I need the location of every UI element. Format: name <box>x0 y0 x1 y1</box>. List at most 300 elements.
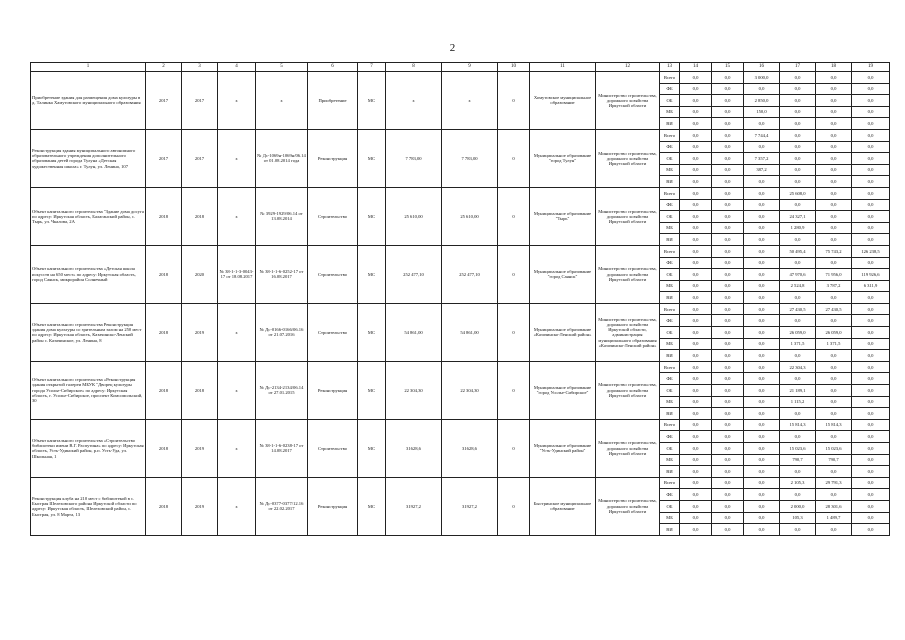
funding-source: ОБ <box>660 211 680 223</box>
funding-source: ВИ <box>660 292 680 304</box>
funding-value: 0,0 <box>852 431 890 443</box>
design-docs: x <box>218 129 256 187</box>
table-row <box>31 303 890 315</box>
design-docs: x <box>218 72 256 130</box>
remaining-cost: 252 477,10 <box>442 245 498 303</box>
funding-value: 0,0 <box>680 141 712 153</box>
funding-value: 0,0 <box>816 129 852 141</box>
funding-source: ОБ <box>660 443 680 455</box>
funding-value: 0,0 <box>780 257 816 269</box>
funding-source: ФБ <box>660 199 680 211</box>
funding-value: 0,0 <box>744 373 780 385</box>
expertise: № 3929-1929/06.14 от 13.08.2014 <box>256 187 308 245</box>
work-type: Реконструкция <box>308 361 358 419</box>
responsible-agency: Министерство строительства, дорожного хозяйства Иркутской области <box>596 187 660 245</box>
work-type: Строительство <box>308 245 358 303</box>
funding-value: 0,0 <box>852 396 890 408</box>
funding-value: 0,0 <box>680 106 712 118</box>
column-header-3: 3 <box>182 63 218 72</box>
completed-share: 0 <box>498 72 530 130</box>
funding-source: ОБ <box>660 95 680 107</box>
funding-value: 0,0 <box>712 280 744 292</box>
funding-value: 22 304,3 <box>780 361 816 373</box>
funding-value: 0,0 <box>852 524 890 536</box>
funding-value: 0,0 <box>680 315 712 327</box>
funding-value: 0,0 <box>744 269 780 281</box>
funding-value: 0,0 <box>852 454 890 466</box>
funding-value: 0,0 <box>816 187 852 199</box>
completed-share: 0 <box>498 129 530 187</box>
funding-source: Всего <box>660 245 680 257</box>
object-name: Реконструкция здания муниципального автономного образовательного учреждения дополнительного образования детей города Тулуна «Детская художественная школа» г. Тулун, ул. Ленина, 107 <box>31 129 146 187</box>
funding-value: 0,0 <box>744 361 780 373</box>
funding-value: 0,0 <box>680 489 712 501</box>
funding-value: 75 743,2 <box>816 245 852 257</box>
funding-value: 0,0 <box>744 489 780 501</box>
column-header-4: 4 <box>218 63 256 72</box>
funding-value: 0,0 <box>816 385 852 397</box>
funding-source: МБ <box>660 280 680 292</box>
work-type: Строительство <box>308 187 358 245</box>
responsible-agency: Министерство строительства, дорожного хозяйства Иркутской области <box>596 477 660 535</box>
customer: МС <box>358 477 386 535</box>
funding-value: 0,0 <box>744 431 780 443</box>
page-number: 2 <box>449 42 456 54</box>
funding-value: 0,0 <box>712 199 744 211</box>
funding-value: 0,0 <box>680 153 712 165</box>
funding-source: ФБ <box>660 141 680 153</box>
funding-value: 0,0 <box>852 419 890 431</box>
funding-value: 0,0 <box>680 164 712 176</box>
funding-value: 0,0 <box>712 385 744 397</box>
funding-value: 0,0 <box>744 303 780 315</box>
funding-value: 27 430,5 <box>816 303 852 315</box>
funding-value: 0,0 <box>680 443 712 455</box>
funding-value: 0,0 <box>680 338 712 350</box>
completed-share: 0 <box>498 245 530 303</box>
funding-value: 0,0 <box>852 95 890 107</box>
funding-value: 0,0 <box>680 280 712 292</box>
end-year: 2019 <box>182 477 218 535</box>
funding-value: 0,0 <box>852 187 890 199</box>
funding-value: 0,0 <box>780 373 816 385</box>
design-docs: x <box>218 361 256 419</box>
funding-source: ВИ <box>660 118 680 130</box>
funding-value: 6 311,9 <box>852 280 890 292</box>
funding-value: 0,0 <box>712 129 744 141</box>
expertise: № Дс-0166-0166/06.16 от 21.07.2016 <box>256 303 308 361</box>
funding-value: 0,0 <box>712 176 744 188</box>
estimated-cost: 7 783,00 <box>386 129 442 187</box>
end-year: 2019 <box>182 419 218 477</box>
funding-value: 0,0 <box>680 245 712 257</box>
funding-source: ВИ <box>660 350 680 362</box>
responsible-agency: Министерство строительства, дорожного хозяйства Иркутской области, администрация муниципального образования «Казачинско-Ленский район» <box>596 303 660 361</box>
funding-value: 0,0 <box>680 257 712 269</box>
funding-value: 0,0 <box>712 373 744 385</box>
funding-value: 0,0 <box>712 327 744 339</box>
completed-share: 0 <box>498 477 530 535</box>
column-header-17: 17 <box>780 63 816 72</box>
table-row <box>31 477 890 489</box>
funding-source: МБ <box>660 396 680 408</box>
funding-value: 2 000,0 <box>780 500 816 512</box>
funding-value: 0,0 <box>852 106 890 118</box>
funding-value: 0,0 <box>852 512 890 524</box>
funding-value: 0,0 <box>712 338 744 350</box>
funding-value: 3 787,2 <box>816 280 852 292</box>
funding-value: 0,0 <box>852 315 890 327</box>
funding-value: 0,0 <box>816 315 852 327</box>
work-type: Реконструкция <box>308 129 358 187</box>
responsible-agency: Министерство строительства, дорожного хозяйства Иркутской области <box>596 419 660 477</box>
funding-value: 15 023,6 <box>816 443 852 455</box>
funding-value: 0,0 <box>744 454 780 466</box>
funding-value: 0,0 <box>680 118 712 130</box>
funding-value: 0,0 <box>780 199 816 211</box>
completed-share: 0 <box>498 187 530 245</box>
funding-value: 0,0 <box>744 211 780 223</box>
funding-source: Всего <box>660 419 680 431</box>
funding-value: 0,0 <box>816 106 852 118</box>
funding-value: 26 059,0 <box>780 327 816 339</box>
funding-value: 0,0 <box>712 524 744 536</box>
end-year: 2017 <box>182 72 218 130</box>
funding-value: 0,0 <box>816 292 852 304</box>
design-docs: x <box>218 477 256 535</box>
owner: Муниципальное образование "Усть-Удинский район" <box>530 419 596 477</box>
column-header-13: 13 <box>660 63 680 72</box>
funding-value: 2 850,0 <box>744 95 780 107</box>
funding-value: 0,0 <box>852 83 890 95</box>
funding-value: 0,0 <box>816 95 852 107</box>
column-header-12: 12 <box>596 63 660 72</box>
funding-source: Всего <box>660 187 680 199</box>
funding-value: 27 430,5 <box>780 303 816 315</box>
start-year: 2017 <box>146 129 182 187</box>
funding-source: ВИ <box>660 408 680 420</box>
funding-value: 0,0 <box>680 199 712 211</box>
expertise: № Дс-0377-0377/12.16 от 22.02.2017 <box>256 477 308 535</box>
funding-value: 1 371,5 <box>780 338 816 350</box>
estimated-cost: 31628,6 <box>386 419 442 477</box>
table-row <box>31 129 890 141</box>
column-header-5: 5 <box>256 63 308 72</box>
estimated-cost: 31927,2 <box>386 477 442 535</box>
funding-source: ОБ <box>660 500 680 512</box>
design-docs: x <box>218 303 256 361</box>
expertise: № Дс-2134-2134/06.14 от 27.01.2015 <box>256 361 308 419</box>
funding-value: 0,0 <box>744 500 780 512</box>
funding-value: 0,0 <box>744 477 780 489</box>
funding-value: 0,0 <box>744 245 780 257</box>
expertise: № 38-1-1-6-0238-17 от 14.08.2017 <box>256 419 308 477</box>
column-header-18: 18 <box>816 63 852 72</box>
customer: МС <box>358 72 386 130</box>
funding-source: ВИ <box>660 466 680 478</box>
funding-value: 0,0 <box>816 466 852 478</box>
funding-value: 21 189,1 <box>780 385 816 397</box>
end-year: 2018 <box>182 361 218 419</box>
funding-value: 0,0 <box>712 153 744 165</box>
customer: МС <box>358 419 386 477</box>
funding-value: 0,0 <box>852 408 890 420</box>
funding-value: 1 280,9 <box>780 222 816 234</box>
funding-value: 0,0 <box>744 257 780 269</box>
funding-value: 0,0 <box>712 222 744 234</box>
funding-value: 0,0 <box>852 164 890 176</box>
funding-value: 0,0 <box>744 176 780 188</box>
funding-value: 0,0 <box>744 327 780 339</box>
estimated-cost: 25 610,00 <box>386 187 442 245</box>
funding-value: 0,0 <box>852 361 890 373</box>
remaining-cost: 25 610,00 <box>442 187 498 245</box>
remaining-cost: 31927,2 <box>442 477 498 535</box>
owner: Муниципальное образование "Тырь" <box>530 187 596 245</box>
funding-value: 0,0 <box>852 176 890 188</box>
customer: МС <box>358 187 386 245</box>
funding-value: 0,0 <box>712 118 744 130</box>
funding-value: 0,0 <box>744 315 780 327</box>
end-year: 2020 <box>182 245 218 303</box>
funding-value: 0,0 <box>780 234 816 246</box>
funding-value: 0,0 <box>780 72 816 84</box>
funding-value: 0,0 <box>712 164 744 176</box>
funding-value: 0,0 <box>816 141 852 153</box>
funding-value: 0,0 <box>780 83 816 95</box>
header-row <box>31 63 890 72</box>
table-row <box>31 361 890 373</box>
funding-value: 119 926,6 <box>852 269 890 281</box>
start-year: 2018 <box>146 303 182 361</box>
funding-source: МБ <box>660 164 680 176</box>
funding-value: 0,0 <box>816 211 852 223</box>
funding-value: 0,0 <box>816 257 852 269</box>
remaining-cost: 54 861,00 <box>442 303 498 361</box>
funding-source: Всего <box>660 477 680 489</box>
column-header-6: 6 <box>308 63 358 72</box>
funding-value: 0,0 <box>744 187 780 199</box>
table-body <box>31 72 890 536</box>
funding-source: МБ <box>660 454 680 466</box>
funding-value: 0,0 <box>680 269 712 281</box>
funding-value: 790,7 <box>816 454 852 466</box>
estimated-cost: x <box>386 72 442 130</box>
funding-value: 3 000,0 <box>744 72 780 84</box>
funding-value: 0,0 <box>680 361 712 373</box>
completed-share: 0 <box>498 303 530 361</box>
funding-value: 0,0 <box>712 350 744 362</box>
funding-source: Всего <box>660 129 680 141</box>
funding-value: 0,0 <box>852 338 890 350</box>
funding-value: 0,0 <box>712 83 744 95</box>
funding-value: 0,0 <box>680 303 712 315</box>
funding-value: 0,0 <box>680 327 712 339</box>
owner: Муниципальное образование "город Саянск" <box>530 245 596 303</box>
funding-source: Всего <box>660 72 680 84</box>
funding-value: 0,0 <box>852 327 890 339</box>
object-name: Объект капитального строительства «Детская школа искусств на 650 мест» по адресу: Иркутская область, город Саянск, микрорайон Солнечный <box>31 245 146 303</box>
funding-value: 0,0 <box>780 176 816 188</box>
funding-value: 0,0 <box>744 408 780 420</box>
funding-value: 0,0 <box>680 373 712 385</box>
funding-value: 0,0 <box>744 141 780 153</box>
funding-value: 28 301,6 <box>816 500 852 512</box>
funding-value: 0,0 <box>852 500 890 512</box>
funding-value: 0,0 <box>680 454 712 466</box>
funding-value: 0,0 <box>852 118 890 130</box>
funding-value: 0,0 <box>712 443 744 455</box>
funding-value: 0,0 <box>712 315 744 327</box>
funding-source: ФБ <box>660 257 680 269</box>
funding-value: 0,0 <box>852 257 890 269</box>
funding-source: ВИ <box>660 176 680 188</box>
expertise: x <box>256 72 308 130</box>
funding-value: 0,0 <box>680 512 712 524</box>
table-row <box>31 245 890 257</box>
funding-value: 29 791,3 <box>816 477 852 489</box>
funding-value: 0,0 <box>680 385 712 397</box>
funding-value: 0,0 <box>712 419 744 431</box>
responsible-agency: Министерство строительства, дорожного хозяйства Иркутской области <box>596 361 660 419</box>
funding-value: 0,0 <box>816 361 852 373</box>
funding-value: 0,0 <box>712 361 744 373</box>
funding-value: 0,0 <box>680 187 712 199</box>
funding-value: 0,0 <box>744 338 780 350</box>
funding-value: 0,0 <box>680 477 712 489</box>
object-name: Объект капитального строительства "Здание дома досуга по адресу: Иркутская область, Балаганский район, с. Тырь, ул. Чкалова, 2А <box>31 187 146 245</box>
funding-value: 71 956,0 <box>816 269 852 281</box>
funding-value: 0,0 <box>852 72 890 84</box>
funding-value: 0,0 <box>780 129 816 141</box>
funding-source: ФБ <box>660 431 680 443</box>
table-row <box>31 72 890 84</box>
funding-source: ОБ <box>660 153 680 165</box>
estimated-cost: 252 477,10 <box>386 245 442 303</box>
funding-value: 15 814,3 <box>816 419 852 431</box>
funding-value: 0,0 <box>852 129 890 141</box>
funding-value: 0,0 <box>680 350 712 362</box>
table-row <box>31 419 890 431</box>
funding-source: ОБ <box>660 385 680 397</box>
funding-value: 0,0 <box>780 524 816 536</box>
end-year: 2018 <box>182 187 218 245</box>
funding-value: 0,0 <box>712 106 744 118</box>
customer: МС <box>358 129 386 187</box>
object-name: Объект капитального строительства «Строительство библиотеки имени В.Г. Распутина» по адресу: Иркутская область, Усть-Удинский район, р.п. Усть-Уда, ул. Школьная, 1 <box>31 419 146 477</box>
funding-source: МБ <box>660 106 680 118</box>
funding-value: 2 105,3 <box>780 477 816 489</box>
funding-value: 0,0 <box>744 280 780 292</box>
object-name: Объект капитального строительства Реконструкция здания дома культуры со зрительным залом на 250 мест по адресу: Иркутская область, Казачинско-Ленский район с. Казачинское, ул. Ленина, 8 <box>31 303 146 361</box>
funding-value: 0,0 <box>744 443 780 455</box>
customer: МС <box>358 245 386 303</box>
funding-value: 0,0 <box>680 524 712 536</box>
funding-value: 0,0 <box>816 350 852 362</box>
completed-share: 0 <box>498 361 530 419</box>
funding-value: 0,0 <box>852 443 890 455</box>
funding-value: 0,0 <box>744 466 780 478</box>
funding-value: 0,0 <box>780 350 816 362</box>
funding-value: 0,0 <box>744 385 780 397</box>
column-header-16: 16 <box>744 63 780 72</box>
funding-value: 126 238,5 <box>852 245 890 257</box>
remaining-cost: 22 304,30 <box>442 361 498 419</box>
funding-source: ВИ <box>660 524 680 536</box>
funding-value: 0,0 <box>680 211 712 223</box>
start-year: 2018 <box>146 187 182 245</box>
funding-value: 0,0 <box>680 234 712 246</box>
funding-value: 0,0 <box>744 234 780 246</box>
funding-value: 0,0 <box>712 269 744 281</box>
funding-value: 0,0 <box>712 408 744 420</box>
funding-value: 0,0 <box>816 396 852 408</box>
funding-value: 0,0 <box>780 292 816 304</box>
funding-value: 0,0 <box>780 141 816 153</box>
start-year: 2018 <box>146 419 182 477</box>
funding-value: 0,0 <box>744 524 780 536</box>
responsible-agency: Министерство строительства, дорожного хозяйства Иркутской области <box>596 72 660 130</box>
funding-value: 47 970,6 <box>780 269 816 281</box>
column-header-15: 15 <box>712 63 744 72</box>
design-docs: x <box>218 419 256 477</box>
funding-value: 0,0 <box>712 500 744 512</box>
funding-value: 0,0 <box>852 234 890 246</box>
funding-value: 0,0 <box>852 303 890 315</box>
funding-value: 0,0 <box>680 72 712 84</box>
funding-value: 15 023,6 <box>780 443 816 455</box>
funding-value: 0,0 <box>816 408 852 420</box>
funding-value: 0,0 <box>680 176 712 188</box>
funding-value: 0,0 <box>780 315 816 327</box>
object-name: Объект капитального строительства «Реконструкция здания открытой галереи МБУК "Дворец культуры города Усолье-Сибирское» по адресу: Иркутская область, г. Усолье-Сибирское, проспект Комсомольский, 30 <box>31 361 146 419</box>
funding-source: МБ <box>660 222 680 234</box>
funding-value: 0,0 <box>744 419 780 431</box>
funding-value: 0,0 <box>712 211 744 223</box>
funding-value: 7 357,2 <box>744 153 780 165</box>
funding-value: 1 489,7 <box>816 512 852 524</box>
column-header-7: 7 <box>358 63 386 72</box>
funding-value: 0,0 <box>816 489 852 501</box>
funding-value: 0,0 <box>780 95 816 107</box>
funding-value: 0,0 <box>744 292 780 304</box>
start-year: 2018 <box>146 245 182 303</box>
funding-value: 0,0 <box>852 211 890 223</box>
funding-value: 0,0 <box>852 141 890 153</box>
funding-source: Всего <box>660 361 680 373</box>
end-year: 2019 <box>182 303 218 361</box>
funding-value: 0,0 <box>712 512 744 524</box>
funding-value: 0,0 <box>852 153 890 165</box>
column-header-8: 8 <box>386 63 442 72</box>
funding-value: 0,0 <box>712 466 744 478</box>
funding-value: 15 814,3 <box>780 419 816 431</box>
responsible-agency: Министерство строительства, дорожного хозяйства Иркутской области <box>596 245 660 303</box>
funding-value: 0,0 <box>780 408 816 420</box>
funding-value: 0,0 <box>816 118 852 130</box>
owner: Муниципальное образование "город Усолье-Сибирское" <box>530 361 596 419</box>
funding-value: 1 115,2 <box>780 396 816 408</box>
funding-value: 0,0 <box>852 385 890 397</box>
funding-value: 0,0 <box>744 396 780 408</box>
end-year: 2017 <box>182 129 218 187</box>
funding-value: 0,0 <box>680 500 712 512</box>
funding-value: 0,0 <box>680 83 712 95</box>
funding-source: МБ <box>660 512 680 524</box>
funding-value: 0,0 <box>816 153 852 165</box>
funding-value: 0,0 <box>744 350 780 362</box>
funding-value: 387,2 <box>744 164 780 176</box>
